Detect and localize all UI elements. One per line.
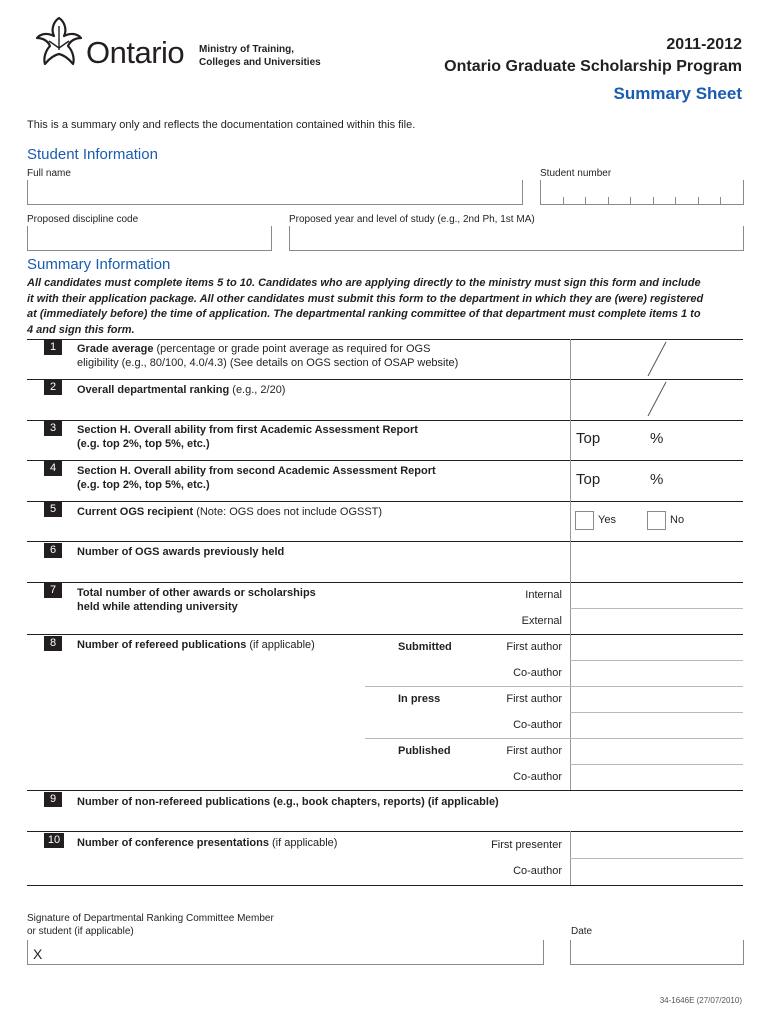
- year-level-label: Proposed year and level of study (e.g., 2nd Ph, 1st MA): [289, 214, 535, 225]
- ontario-wordmark: Ontario: [86, 35, 185, 70]
- item-grade-average: [77, 342, 458, 370]
- first-author-label: First author: [506, 693, 562, 705]
- field-line: [570, 764, 743, 765]
- item-other-awards: [77, 586, 316, 614]
- co-author-label: Co-author: [513, 667, 562, 679]
- date-field[interactable]: [570, 940, 744, 965]
- full-name-label: Full name: [27, 168, 71, 179]
- co-author-label: Co-author: [513, 719, 562, 731]
- percent-label: %: [650, 430, 664, 447]
- instructions-line: at (immediately before) the time of application. The departmental ranking committee of that department must complete items 1 to: [27, 308, 701, 320]
- item-label: Section H. Overall ability from second Academic Assessment Report: [77, 465, 436, 477]
- item-conference-presentations: [77, 836, 337, 850]
- row-divider: [27, 885, 743, 886]
- presentation-coauthor-input[interactable]: [571, 859, 743, 885]
- submitted-label: Submitted: [398, 641, 452, 653]
- item-label-note: (if applicable): [268, 837, 338, 849]
- no-label: No: [670, 514, 685, 526]
- item-first-assessment: [77, 423, 418, 451]
- item-number: 6: [44, 543, 62, 558]
- row-divider: [27, 501, 743, 502]
- item-label-note: (Note: OGS does not include OGSST): [193, 506, 383, 518]
- item-number: 7: [44, 583, 62, 598]
- intro-text: This is a summary only and reflects the documentation contained within this file.: [27, 119, 416, 131]
- yes-label: Yes: [598, 514, 616, 526]
- summary-instructions: [27, 276, 747, 338]
- program-title: Ontario Graduate Scholarship Program: [444, 58, 742, 75]
- discipline-code-field[interactable]: [27, 226, 272, 251]
- item-number: 5: [44, 502, 62, 517]
- ministry-line-2: Colleges and Universities: [199, 57, 321, 68]
- item-label: Number of OGS awards previously held: [77, 546, 285, 558]
- item-label: (e.g. top 2%, top 5%, etc.): [77, 438, 210, 450]
- field-line: [365, 738, 743, 739]
- signature-label: [27, 912, 274, 938]
- signature-label-line: or student (if applicable): [27, 926, 134, 937]
- instructions-line: All candidates must complete items 5 to 10. Candidates who are applying directly to the ministry must sign this form and include: [27, 277, 701, 289]
- student-number-label: Student number: [540, 168, 612, 179]
- signature-label-line: Signature of Departmental Ranking Committee Member: [27, 913, 274, 924]
- form-year: 2011-2012: [666, 36, 742, 53]
- external-awards-input[interactable]: [571, 609, 743, 634]
- instructions-line: it with their application package. All other candidates must submit this form to the department in which they are (were) registered: [27, 292, 704, 305]
- item-number: 8: [44, 636, 62, 651]
- yes-checkbox[interactable]: [575, 511, 594, 530]
- item-second-assessment: [77, 464, 436, 492]
- item-label-note: (e.g., 2/20): [229, 384, 286, 396]
- signature-x-mark: X: [33, 946, 43, 962]
- student-number-field[interactable]: [540, 180, 744, 205]
- item-number: 1: [44, 340, 62, 355]
- item-current-ogs: [77, 505, 382, 519]
- in-press-label: In press: [398, 693, 441, 705]
- row-divider: [27, 420, 743, 421]
- non-refereed-input[interactable]: [571, 791, 743, 831]
- item-refereed-publications: [77, 638, 315, 652]
- item-label: Current OGS recipient: [77, 506, 194, 518]
- field-line: [365, 686, 743, 687]
- field-line: [570, 712, 743, 713]
- item-label: Total number of other awards or scholarships: [77, 587, 316, 599]
- co-author-label: Co-author: [513, 865, 562, 877]
- item-non-refereed-publications: [77, 795, 499, 809]
- ontario-trillium-logo: [34, 14, 84, 68]
- instructions-line: 4 and sign this form.: [27, 323, 135, 336]
- row-divider: [27, 460, 743, 461]
- published-label: Published: [398, 745, 451, 757]
- item-departmental-ranking: [77, 383, 285, 397]
- item-label-note: (percentage or grade point average as required for OGS: [153, 343, 431, 355]
- ministry-name: [199, 43, 321, 69]
- item-label: held while attending university: [77, 601, 238, 613]
- top-label: Top: [576, 471, 601, 488]
- item-label: Number of conference presentations: [77, 837, 269, 849]
- external-label: External: [521, 615, 562, 627]
- top-label: Top: [576, 430, 601, 447]
- item-label: Number of non-refereed publications (e.g., book chapters, reports) (if applicable): [77, 796, 499, 808]
- ministry-line-1: Ministry of Training,: [199, 44, 295, 55]
- item-label: Number of refereed publications: [77, 639, 247, 651]
- item-number: 3: [44, 421, 62, 436]
- first-presenter-input[interactable]: [571, 832, 743, 858]
- sheet-title: Summary Sheet: [613, 84, 742, 103]
- field-line: [570, 660, 743, 661]
- grade-average-input[interactable]: [571, 340, 743, 379]
- item-number: 10: [44, 833, 64, 848]
- summary-info-heading: Summary Information: [27, 256, 171, 273]
- row-divider: [27, 634, 743, 635]
- item-label: Grade average: [77, 343, 154, 355]
- item-label-note: (if applicable): [246, 639, 315, 651]
- item-number: 2: [44, 380, 62, 395]
- internal-awards-input[interactable]: [571, 583, 743, 608]
- full-name-field[interactable]: [27, 180, 523, 205]
- item-label: Section H. Overall ability from first Academic Assessment Report: [77, 424, 418, 436]
- ranking-input[interactable]: [571, 380, 743, 420]
- ogs-awards-input[interactable]: [571, 542, 743, 582]
- first-presenter-label: First presenter: [491, 839, 562, 851]
- item-label: Overall departmental ranking: [77, 384, 230, 396]
- no-checkbox[interactable]: [647, 511, 666, 530]
- form-code: 34-1646E (27/07/2010): [659, 996, 742, 1005]
- item-number: 4: [44, 461, 62, 476]
- internal-label: Internal: [525, 589, 562, 601]
- percent-label: %: [650, 471, 664, 488]
- item-number: 9: [44, 792, 62, 807]
- item-label: (e.g. top 2%, top 5%, etc.): [77, 479, 210, 491]
- first-author-label: First author: [506, 745, 562, 757]
- student-info-heading: Student Information: [27, 146, 158, 163]
- date-label: Date: [571, 926, 593, 937]
- item-ogs-awards-held: [77, 545, 284, 559]
- first-author-label: First author: [506, 641, 562, 653]
- signature-field[interactable]: [27, 940, 544, 965]
- discipline-code-label: Proposed discipline code: [27, 214, 139, 225]
- co-author-label: Co-author: [513, 771, 562, 783]
- year-level-field[interactable]: [289, 226, 744, 251]
- item-label-note: eligibility (e.g., 80/100, 4.0/4.3) (See details on OGS section of OSAP website): [77, 357, 459, 369]
